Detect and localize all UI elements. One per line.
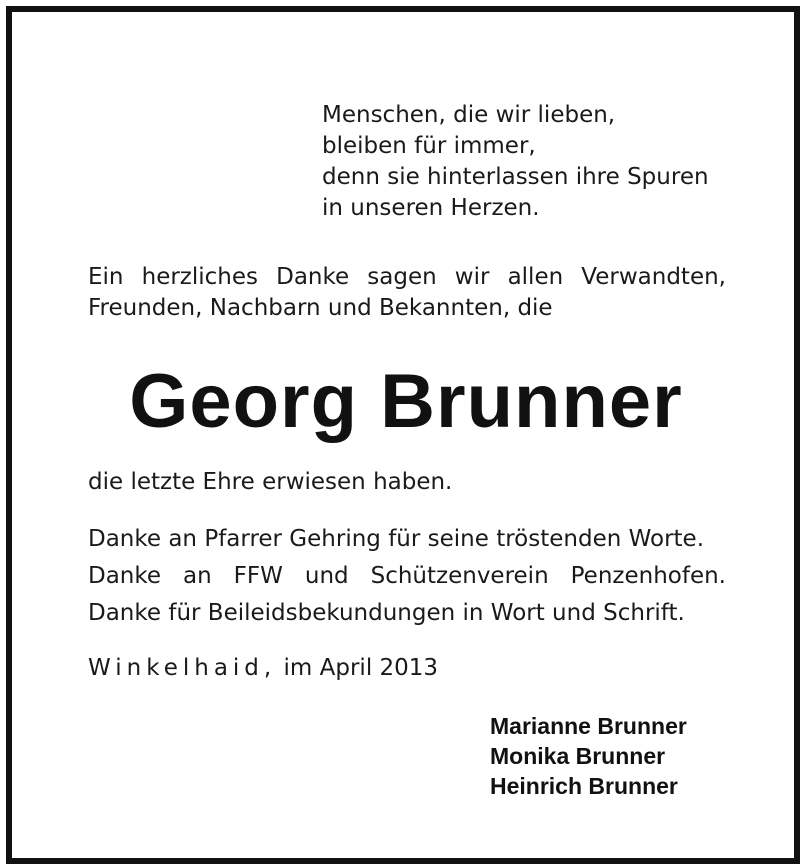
signers xyxy=(490,711,687,801)
thanks-line: Danke für Beileidsbekundungen in Wort und Schrift. xyxy=(88,600,685,626)
place-name: Winkelhaid, xyxy=(88,655,277,681)
thanks-intro xyxy=(88,262,726,324)
thanks-line: Danke an Pfarrer Gehring für seine tröstenden Worte. xyxy=(88,526,705,552)
honor-line: die letzte Ehre erwiesen haben. xyxy=(88,469,453,495)
poem-line: in unseren Herzen. xyxy=(322,195,540,221)
poem-line: Menschen, die wir lieben, xyxy=(322,102,616,128)
poem-line: denn sie hinterlassen ihre Spuren xyxy=(322,164,709,190)
deceased-name: Georg Brunner xyxy=(129,359,683,444)
date-text: im April 2013 xyxy=(276,655,439,681)
intro-line: Ein herzliches Danke sagen wir allen Verwandten, xyxy=(88,264,726,290)
thanks-list xyxy=(88,521,726,632)
signer-name: Heinrich Brunner xyxy=(490,773,678,799)
intro-line: Freunden, Nachbarn und Bekannten, die xyxy=(88,295,553,321)
place-date xyxy=(88,653,438,684)
obituary-frame xyxy=(6,6,800,864)
memorial-poem xyxy=(322,100,709,224)
signer-name: Marianne Brunner xyxy=(490,713,687,739)
thanks-line: Danke an FFW und Schützenverein Penzenhofen. xyxy=(88,563,726,589)
signer-name: Monika Brunner xyxy=(490,743,666,769)
poem-line: bleiben für immer, xyxy=(322,133,536,159)
